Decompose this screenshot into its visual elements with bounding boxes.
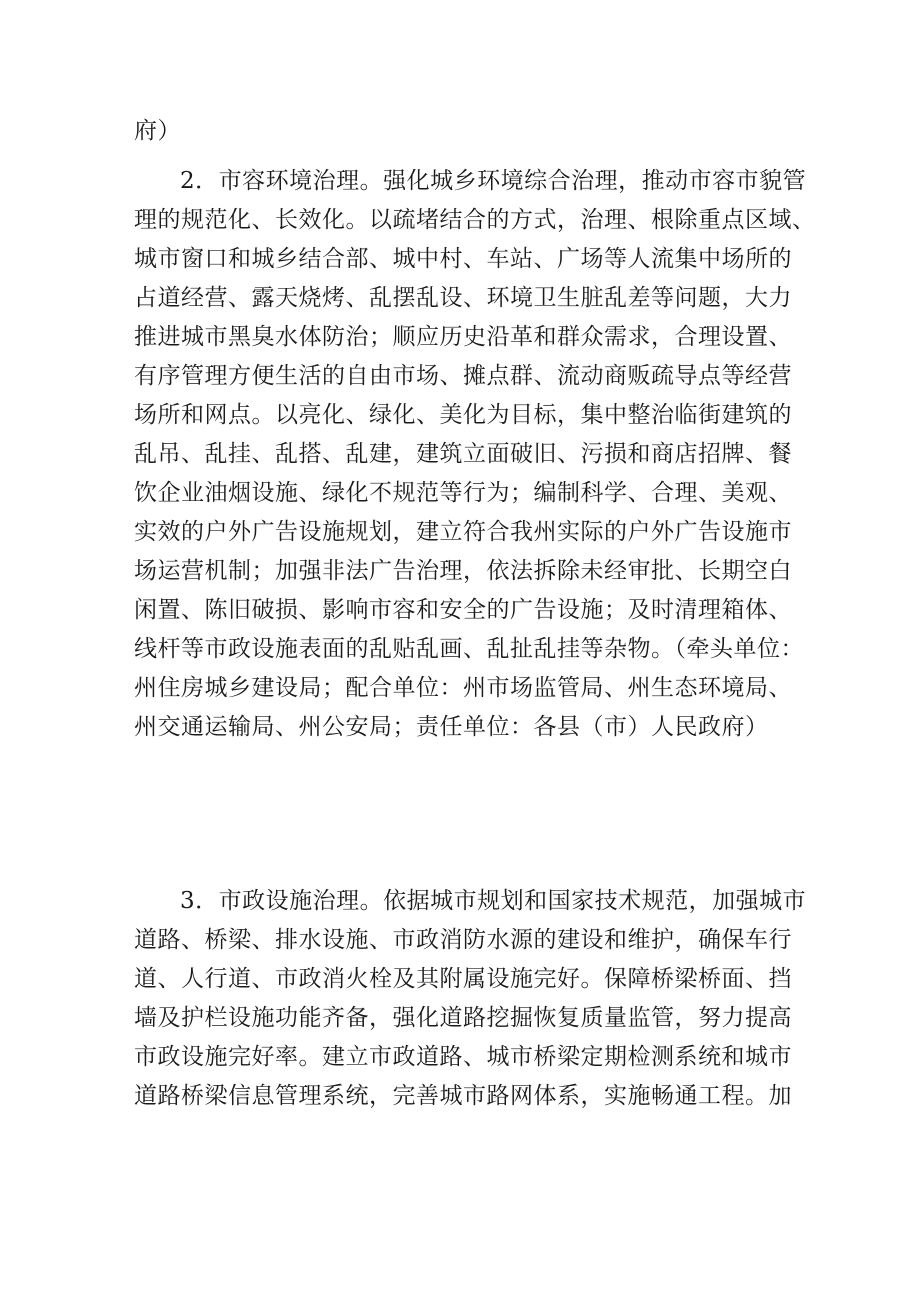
paragraph-line: 饮企业油烟设施、绿化不规范等行为；编制科学、合理、美观、 bbox=[134, 480, 792, 506]
paragraph-line: 道、人行道、市政消火栓及其附属设施完好。保障桥梁桥面、挡 bbox=[134, 966, 792, 992]
paragraph-line: 推进城市黑臭水体防治；顺应历史沿革和群众需求，合理设置、 bbox=[134, 324, 792, 350]
paragraph-line: 3．市政设施治理。依据城市规划和国家技术规范，加强城市 bbox=[180, 888, 807, 914]
paragraph-line: 2．市容环境治理。强化城乡环境综合治理，推动市容市貌管 bbox=[180, 168, 807, 194]
paragraph-line: 乱吊、乱挂、乱搭、乱建，建筑立面破旧、污损和商店招牌、餐 bbox=[134, 441, 792, 467]
paragraph-line: 市政设施完好率。建立市政道路、城市桥梁定期检测系统和城市 bbox=[134, 1044, 792, 1070]
paragraph-line: 场运营机制；加强非法广告治理，依法拆除未经审批、长期空白 bbox=[134, 558, 792, 584]
paragraph-line: 道路桥梁信息管理系统，完善城市路网体系，实施畅通工程。加 bbox=[134, 1083, 792, 1109]
paragraph-line: 州交通运输局、州公安局；责任单位：各县（市）人民政府） bbox=[134, 714, 769, 740]
paragraph-line: 道路、桥梁、排水设施、市政消防水源的建设和维护，确保车行 bbox=[134, 927, 792, 953]
paragraph-3 bbox=[134, 882, 814, 1116]
paragraph-2 bbox=[134, 162, 814, 747]
paragraph-line: 府） bbox=[134, 118, 181, 144]
paragraph-tail bbox=[134, 112, 814, 151]
paragraph-line: 闲置、陈旧破损、影响市容和安全的广告设施；及时清理箱体、 bbox=[134, 597, 792, 623]
paragraph-line: 理的规范化、长效化。以疏堵结合的方式，治理、根除重点区域、 bbox=[134, 207, 816, 233]
paragraph-line: 实效的户外广告设施规划，建立符合我州实际的户外广告设施市 bbox=[134, 519, 792, 545]
paragraph-line: 占道经营、露天烧烤、乱摆乱设、环境卫生脏乱差等问题，大力 bbox=[134, 285, 792, 311]
paragraph-line: 州住房城乡建设局；配合单位：州市场监管局、州生态环境局、 bbox=[134, 675, 792, 701]
paragraph-line: 场所和网点。以亮化、绿化、美化为目标，集中整治临街建筑的 bbox=[134, 402, 792, 428]
paragraph-line: 墙及护栏设施功能齐备，强化道路挖掘恢复质量监管，努力提高 bbox=[134, 1005, 792, 1031]
paragraph-line: 城市窗口和城乡结合部、城中村、车站、广场等人流集中场所的 bbox=[134, 246, 792, 272]
paragraph-line: 有序管理方便生活的自由市场、摊点群、流动商贩疏导点等经营 bbox=[134, 363, 792, 389]
paragraph-line: 线杆等市政设施表面的乱贴乱画、乱扯乱挂等杂物。（牵头单位： bbox=[134, 636, 804, 662]
